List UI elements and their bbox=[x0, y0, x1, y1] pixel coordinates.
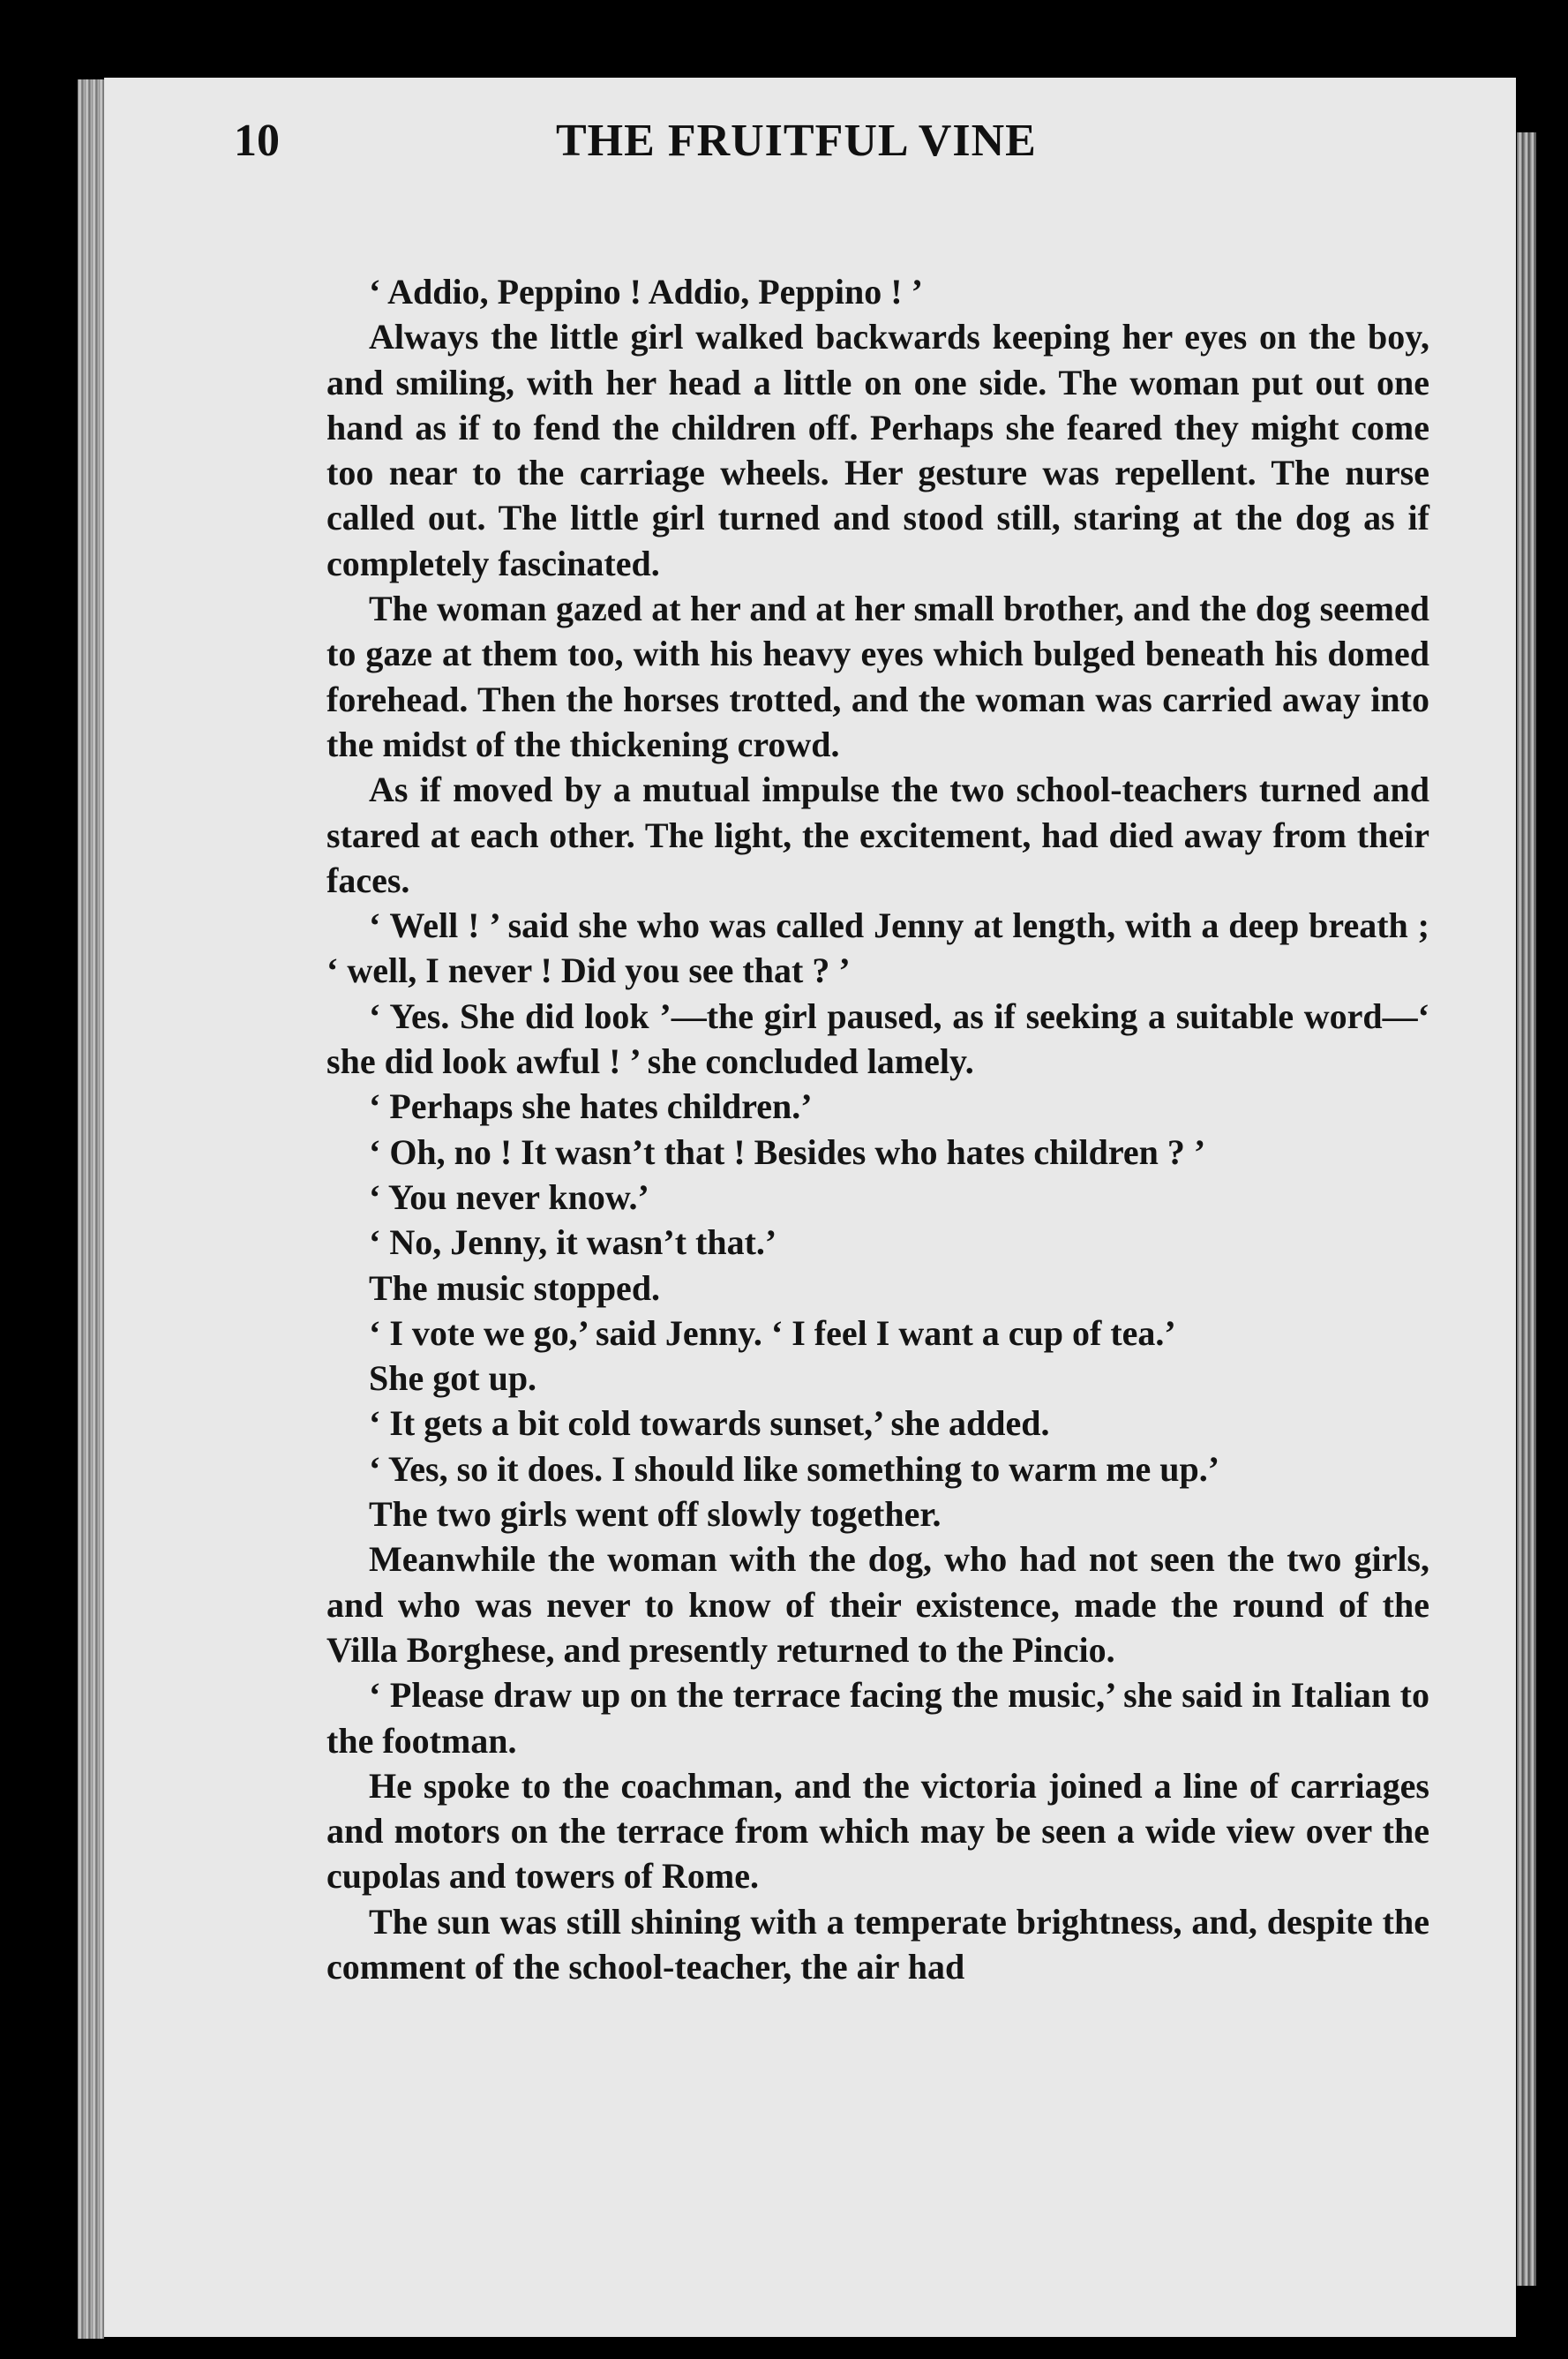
paragraph: He spoke to the coachman, and the victoria joined a line of carriages and motors on the terrace from which may be seen a wide view over the cupolas and towers of Rome. bbox=[326, 1765, 1429, 1897]
paragraph: ‘ No, Jenny, it wasn’t that.’ bbox=[369, 1222, 777, 1263]
paragraph: The two girls went off slowly together. bbox=[369, 1494, 942, 1535]
paragraph: ‘ Please draw up on the terrace facing the music,’ she said in Italian to the footman. bbox=[326, 1675, 1429, 1761]
running-head: THE FRUITFUL VINE bbox=[556, 116, 1037, 166]
paragraph: She got up. bbox=[369, 1358, 537, 1399]
paragraph: Meanwhile the woman with the dog, who had not seen the two girls, and who was never to know of their existence, made the round of the Villa Borghese, and presently returned to the Pincio. bbox=[326, 1539, 1429, 1670]
paragraph: Always the little girl walked backwards keeping her eyes on the boy, and smiling, with her head a little on one side. The woman put out one hand as if to fend the children off. Perhaps she feared they might come too near to the carriage wheels. Her gesture was repellent. The nurse called out. The little girl turned and stood still, staring at the dog as if completely fascinated. bbox=[326, 317, 1429, 583]
paragraph: The music stopped. bbox=[369, 1267, 661, 1308]
paragraph: The sun was still shining with a temperate brightness, and, despite the comment of the school-teacher, the air had bbox=[326, 1901, 1429, 1987]
paragraph: ‘ Well ! ’ said she who was called Jenny at length, with a deep breath ; ‘ well, I never ! Did you see that ? ’ bbox=[326, 905, 1429, 991]
paragraph: As if moved by a mutual impulse the two school-teachers turned and stared at each other. The light, the excitement, had died away from their faces. bbox=[326, 770, 1429, 900]
body-text bbox=[326, 269, 1429, 1989]
paragraph: ‘ It gets a bit cold towards sunset,’ she added. bbox=[369, 1403, 1050, 1444]
page-number: 10 bbox=[234, 116, 280, 166]
paragraph: ‘ Addio, Peppino ! Addio, Peppino ! ’ bbox=[369, 272, 923, 312]
paragraph: ‘ Perhaps she hates children.’ bbox=[369, 1086, 813, 1127]
paragraph: The woman gazed at her and at her small brother, and the dog seemed to gaze at them too, with his heavy eyes which bulged beneath his domed forehead. Then the horses trotted, and the woman was carried away into the midst of the thickening crowd. bbox=[326, 589, 1429, 764]
paragraph: ‘ You never know.’ bbox=[369, 1176, 649, 1217]
paragraph: ‘ Yes, so it does. I should like something to warm me up.’ bbox=[369, 1448, 1220, 1489]
paragraph: ‘ Yes. She did look ’—the girl paused, as if seeking a suitable word—‘ she did look awful ! ’ she concluded lamely. bbox=[326, 995, 1429, 1082]
page-edge bbox=[1517, 132, 1536, 2286]
page-header bbox=[234, 115, 1390, 194]
paragraph: ‘ Oh, no ! It wasn’t that ! Besides who hates children ? ’ bbox=[369, 1131, 1206, 1172]
book-spine bbox=[78, 79, 104, 2339]
paragraph: ‘ I vote we go,’ said Jenny. ‘ I feel I want a cup of tea.’ bbox=[369, 1312, 1176, 1353]
